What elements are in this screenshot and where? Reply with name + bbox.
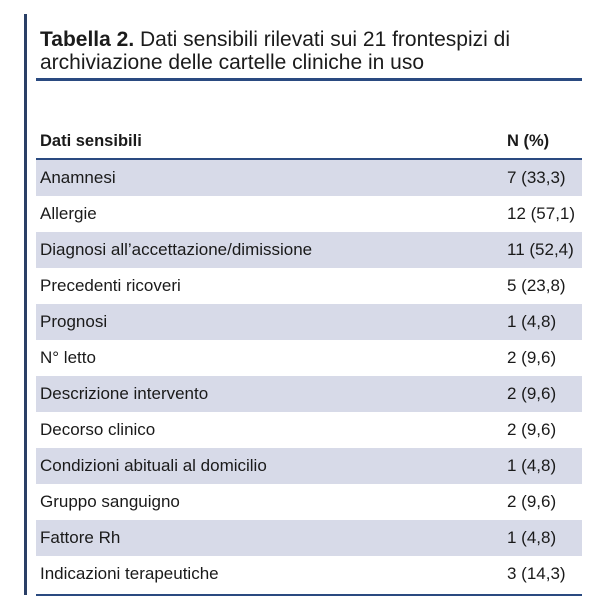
row-value: 2 (9,6) [507, 492, 557, 511]
row-value: 7 (33,3) [507, 168, 566, 187]
row-name: Prognosi [40, 312, 108, 331]
table-row [36, 268, 582, 304]
row-name: Anamnesi [40, 168, 116, 187]
row-value: 2 (9,6) [507, 348, 557, 367]
table-row [36, 412, 582, 448]
header-n-percent: N (%) [507, 131, 550, 150]
table-row [36, 484, 582, 520]
table-bottom-rule [36, 594, 582, 596]
row-name: Diagnosi all’accettazione/dimissione [40, 240, 313, 259]
table-row [36, 196, 582, 232]
header-dati-sensibili: Dati sensibili [40, 131, 142, 150]
row-name: Gruppo sanguigno [40, 492, 180, 511]
row-value: 2 (9,6) [507, 384, 557, 403]
table-row [36, 160, 582, 196]
row-name: Precedenti ricoveri [40, 276, 181, 295]
row-name: Allergie [40, 204, 97, 223]
table-row [36, 556, 582, 592]
row-value: 11 (52,4) [507, 240, 574, 259]
caption-text: Dati sensibili rilevati sui 21 frontespizi di archiviazione delle cartelle cliniche in uso [40, 28, 510, 74]
row-name: Descrizione intervento [40, 384, 209, 403]
row-value: 1 (4,8) [507, 312, 557, 331]
table-caption [40, 28, 580, 74]
table-row [36, 448, 582, 484]
row-value: 5 (23,8) [507, 276, 566, 295]
table-header-row [36, 124, 582, 160]
row-name: Condizioni abituali al domicilio [40, 456, 267, 475]
row-value: 1 (4,8) [507, 528, 557, 547]
row-value: 12 (57,1) [507, 204, 576, 223]
table-row [36, 520, 582, 556]
left-accent-rule [24, 14, 27, 595]
row-value: 3 (14,3) [507, 564, 566, 583]
table-row [36, 376, 582, 412]
row-name: N° letto [40, 348, 96, 367]
table-row [36, 232, 582, 268]
data-table [36, 124, 582, 592]
row-name: Indicazioni terapeutiche [40, 564, 219, 583]
row-name: Fattore Rh [40, 528, 121, 547]
caption-label: Tabella 2. [40, 28, 135, 51]
row-name: Decorso clinico [40, 420, 156, 439]
row-value: 2 (9,6) [507, 420, 557, 439]
table-row [36, 340, 582, 376]
row-value: 1 (4,8) [507, 456, 557, 475]
caption-divider [36, 78, 582, 81]
table-row [36, 304, 582, 340]
